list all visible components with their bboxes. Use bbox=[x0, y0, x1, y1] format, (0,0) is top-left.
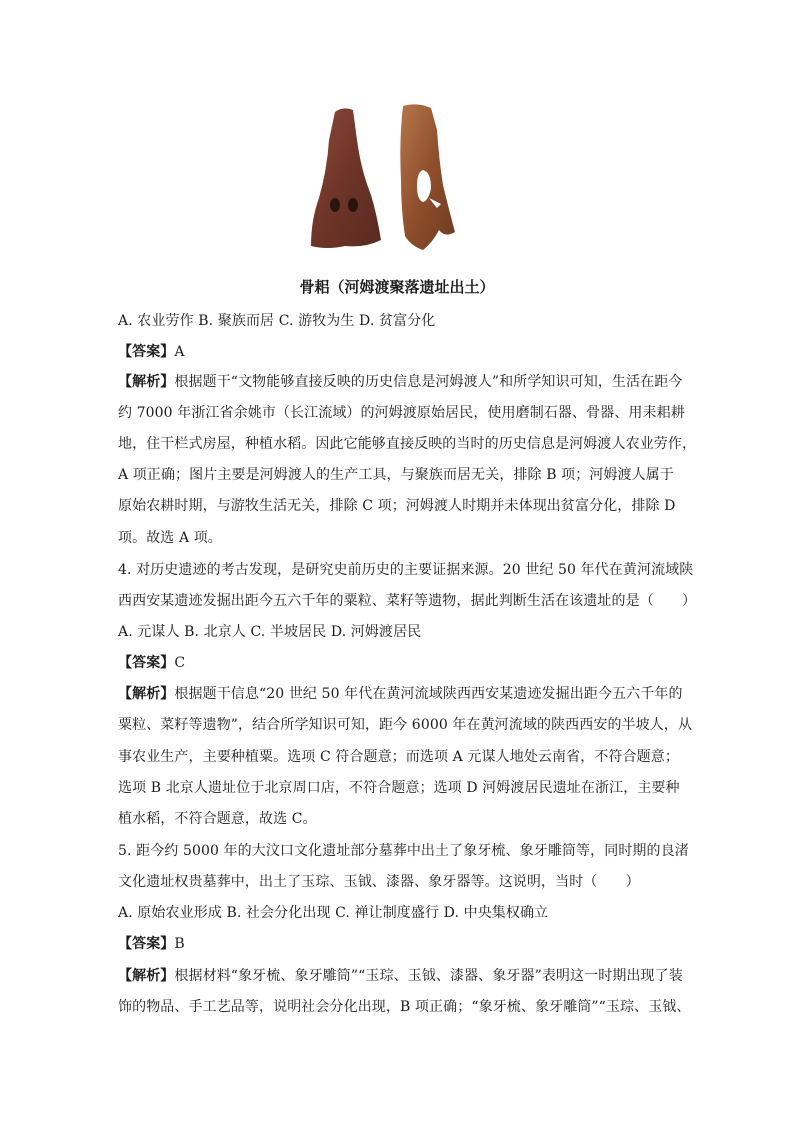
answer-value: C bbox=[174, 655, 186, 671]
answer-tag: 【答案】 bbox=[118, 655, 175, 671]
q3-analysis-line: 地，住干栏式房屋，种植水稻。因此它能够直接反映的当时的历史信息是河姆渡人农业劳作， bbox=[118, 436, 697, 452]
analysis-tag: 【解析】 bbox=[118, 686, 175, 702]
bone-spade-figure bbox=[305, 100, 460, 252]
analysis-tag: 【解析】 bbox=[118, 374, 175, 390]
q5-stem-line: 文化遗址权贵墓葬中，出土了玉琮、玉钺、漆器、象牙器等。这说明，当时（ ） bbox=[118, 874, 640, 890]
q4-analysis-line: 【解析】根据题干信息“20 世纪 50 年代在黄河流域陕西西安某遗迹发掘出距今五六千年的 bbox=[118, 686, 683, 702]
figure-caption: 骨耜（河姆渡聚落遗址出土） bbox=[299, 278, 495, 296]
q4-analysis-line: 植水稻，不符合题意，故选 C。 bbox=[118, 811, 317, 827]
q4-analysis-line: 粟粒、菜籽等遗物”，结合所学知识可知，距今 6000 年在黄河流域的陕西西安的半坡人，从 bbox=[118, 717, 693, 733]
answer-value: A bbox=[174, 344, 185, 360]
q5-answer bbox=[118, 934, 688, 954]
left-bone-spade bbox=[311, 108, 381, 248]
answer-value: B bbox=[174, 936, 185, 952]
q4-stem-line: 4. 对历史遗迹的考古发现，是研究史前历史的主要证据来源。20 世纪 50 年代在黄河流域陕 bbox=[118, 562, 694, 578]
answer-tag: 【答案】 bbox=[118, 344, 175, 360]
analysis-tag: 【解析】 bbox=[118, 968, 175, 984]
q4-options: A. 元谋人 B. 北京人 C. 半坡居民 D. 河姆渡居民 bbox=[118, 624, 422, 640]
left-spade-hole-2 bbox=[348, 198, 358, 212]
q3-analysis-line: 【解析】根据题干“文物能够直接反映的历史信息是河姆渡人”和所学知识可知，生活在距今 bbox=[118, 374, 683, 390]
q3-analysis-line: A 项正确；图片主要是河姆渡人的生产工具，与聚族而居无关，排除 B 项；河姆渡人属于 bbox=[118, 467, 674, 483]
q3-answer bbox=[118, 342, 688, 362]
q5-options: A. 原始农业形成 B. 社会分化出现 C. 禅让制度盛行 D. 中央集权确立 bbox=[118, 905, 549, 921]
q4-stem-line: 西西安某遗迹发掘出距今五六千年的粟粒、菜籽等遗物，据此判断生活在该遗址的是（ ） bbox=[118, 593, 697, 609]
q3-options: A. 农业劳作 B. 聚族而居 C. 游牧为生 D. 贫富分化 bbox=[118, 313, 436, 329]
q3-analysis-line: 项。故选 A 项。 bbox=[118, 530, 222, 546]
left-spade-hole-1 bbox=[330, 198, 340, 212]
answer-tag: 【答案】 bbox=[118, 936, 175, 952]
q5-analysis-line: 【解析】根据材料“象牙梳、象牙雕筒”“玉琮、玉钺、漆器、象牙器”表明这一时期出现了装 bbox=[118, 968, 683, 984]
q3-analysis-line: 约 7000 年浙江省余姚市（长江流域）的河姆渡原始居民，使用磨制石器、骨器、用耒耜耕 bbox=[118, 405, 685, 421]
q5-stem-line: 5. 距今约 5000 年的大汶口文化遗址部分墓葬中出土了象牙梳、象牙雕筒等，同时期的良渚 bbox=[118, 843, 689, 859]
q5-analysis-line: 饰的物品、手工艺品等，说明社会分化出现，B 项正确；“象牙梳、象牙雕筒”“玉琮、玉钺、 bbox=[118, 999, 691, 1015]
bone-spade-image bbox=[305, 100, 460, 252]
q4-analysis-line: 选项 B 北京人遗址位于北京周口店，不符合题意；选项 D 河姆渡居民遗址在浙江，主要种 bbox=[118, 780, 680, 796]
q3-analysis-line: 原始农耕时期，与游牧生活无关，排除 C 项；河姆渡人时期并未体现出贫富分化，排除 D bbox=[118, 498, 676, 514]
q4-analysis-line: 事农业生产，主要种植粟。选项 C 符合题意；而选项 A 元谋人地处云南省，不符合题意； bbox=[118, 749, 679, 765]
q4-answer bbox=[118, 653, 688, 673]
